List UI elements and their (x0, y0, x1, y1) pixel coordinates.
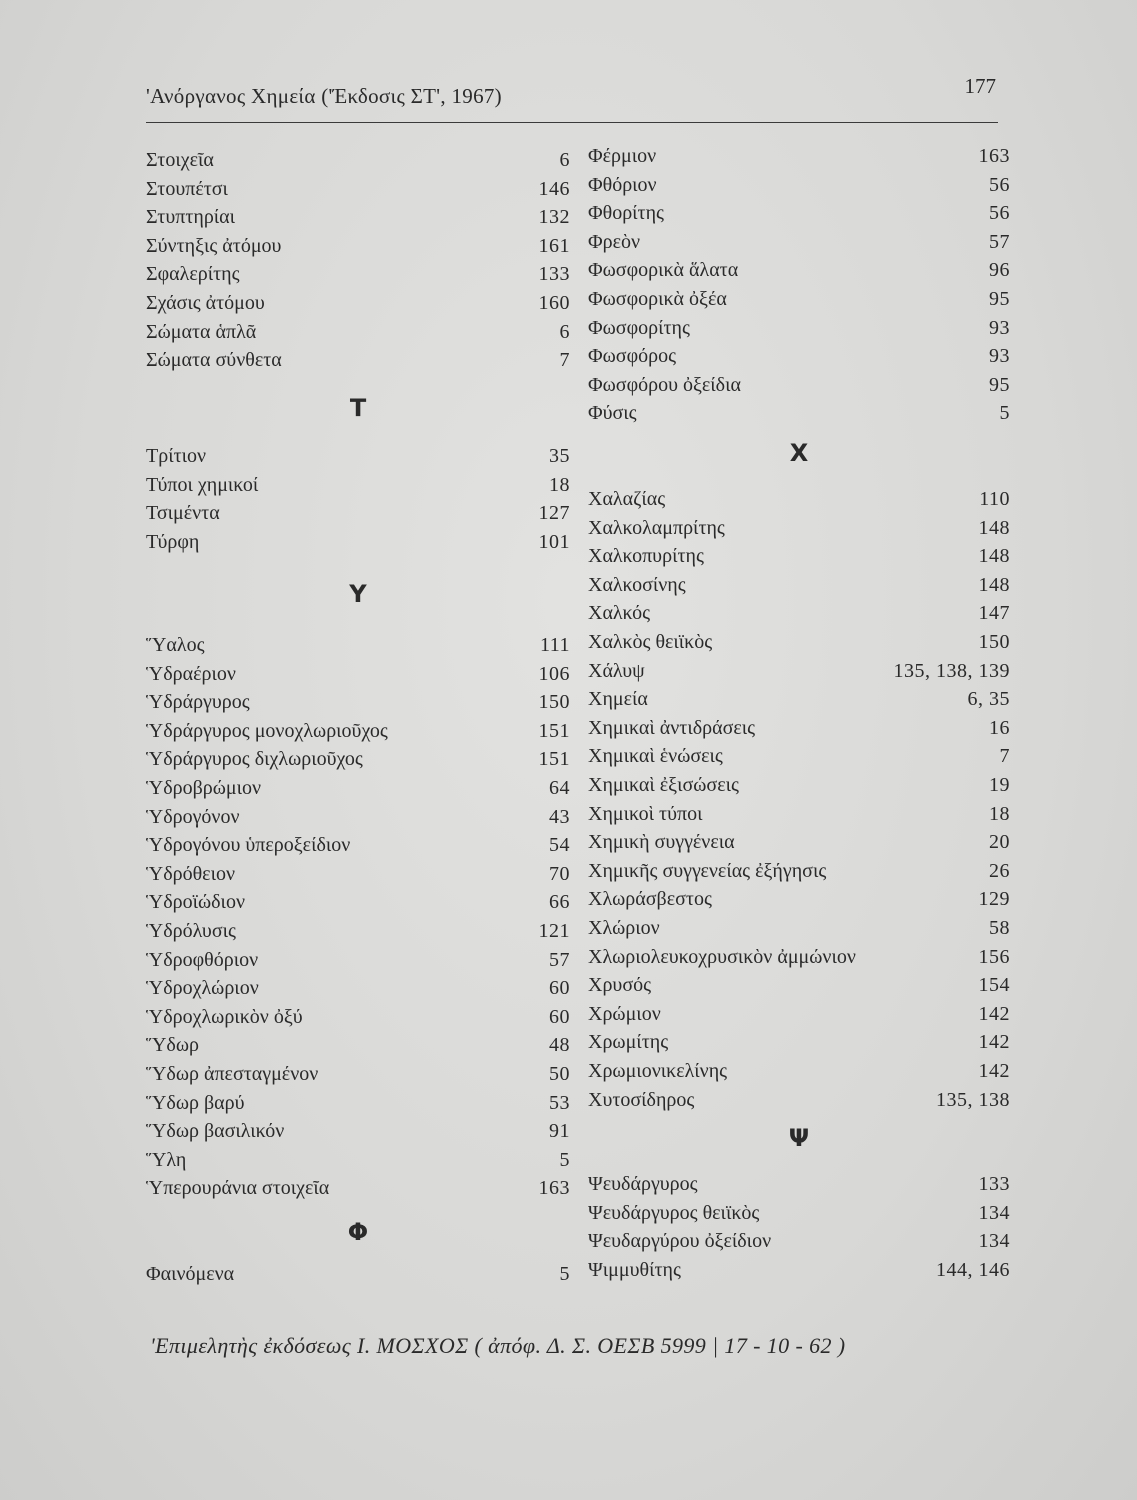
index-page-ref: 56 (989, 202, 1010, 225)
index-term: Φύσις (588, 402, 637, 425)
index-entry (146, 1060, 570, 1088)
index-term: Σύντηξις ἀτόμου (146, 234, 282, 257)
index-term: Χημικαὶ ἑνώσεις (588, 745, 723, 768)
index-page-ref: 133 (538, 263, 570, 286)
index-page-ref: 148 (978, 516, 1010, 539)
index-term: Χημικαὶ ἀντιδράσεις (588, 716, 756, 739)
index-entry (588, 1256, 1010, 1284)
index-page-ref: 135, 138 (936, 1088, 1010, 1111)
index-entry (146, 318, 570, 346)
index-term: Ὑπερουράνια στοιχεῖα (146, 1177, 330, 1200)
index-page-ref: 6 (559, 320, 570, 343)
index-term: Ὑδρόλυσις (146, 920, 236, 942)
index-page-ref: 127 (538, 502, 570, 525)
index-entry (146, 631, 570, 659)
index-page-ref: 110 (979, 488, 1010, 510)
index-page-ref: 20 (989, 831, 1010, 854)
index-entry (588, 914, 1010, 942)
index-term: Φθορίτης (588, 202, 664, 225)
index-term: Σώματα ἁπλᾶ (146, 320, 257, 343)
index-term: Χρωμιονικελίνης (588, 1060, 728, 1082)
index-page-ref: 5 (559, 1263, 570, 1285)
index-term: Χαλαζίας (588, 488, 666, 510)
index-term: Σώματα σύνθετα (146, 349, 282, 372)
index-page-ref: 50 (549, 1063, 570, 1085)
index-page-ref: 64 (549, 777, 570, 799)
index-page-ref: 133 (978, 1173, 1010, 1195)
index-entry (146, 346, 570, 374)
index-entry (146, 175, 570, 203)
index-entry (146, 442, 570, 470)
section-letter-f: Φ (347, 1218, 369, 1246)
index-page-ref: 134 (978, 1201, 1010, 1224)
index-term: Χημικῆς συγγενείας ἐξήγησις (588, 859, 827, 882)
index-entry (588, 599, 1010, 627)
index-entry (588, 714, 1010, 742)
index-term: Φωσφορικὰ ὀξέα (588, 288, 727, 310)
index-page-ref: 43 (549, 805, 570, 828)
index-entry (146, 289, 570, 317)
index-term: Ὑδροϊώδιον (146, 891, 245, 914)
index-entry (146, 660, 570, 688)
index-page-ref: 132 (538, 206, 570, 229)
page-number: 177 (964, 74, 996, 98)
index-term: Φρεὸν (588, 230, 641, 253)
index-entry (588, 1227, 1010, 1255)
index-page-ref: 58 (989, 917, 1010, 939)
index-page-ref: 142 (978, 1002, 1010, 1025)
index-term: Ὑδράργυρος (146, 691, 250, 714)
index-entry (146, 888, 570, 916)
index-entry (146, 146, 570, 174)
index-entry (146, 831, 570, 859)
index-term: Ψευδαργύρου ὀξείδιον (588, 1230, 772, 1253)
index-entry (146, 1031, 570, 1059)
index-page-ref: 57 (549, 948, 570, 971)
index-term: Ὕδωρ (146, 1034, 199, 1057)
index-entry (588, 1057, 1010, 1085)
index-term: Χυτοσίδηρος (588, 1088, 695, 1111)
index-page-ref: 134 (978, 1230, 1010, 1253)
index-term: Ὑδροβρώμιον (146, 777, 262, 799)
index-term: Τρίτιον (146, 445, 207, 467)
index-entry (588, 514, 1010, 542)
index-page-ref: 54 (549, 834, 570, 857)
index-term: Χημικαὶ ἐξισώσεις (588, 774, 739, 796)
index-term: Φωσφορικὰ ἅλατα (588, 259, 739, 282)
index-term: Ὕδωρ βασιλικόν (146, 1120, 285, 1143)
index-term: Χλωριολευκοχρυσικὸν ἀμμώνιον (588, 945, 856, 968)
index-page-ref: 5 (999, 402, 1010, 425)
index-page-ref: 48 (549, 1034, 570, 1057)
index-term: Τύποι χημικοί (146, 473, 259, 496)
index-term: Τσιμέντα (146, 502, 220, 525)
index-term: Ψευδάργυρος θειϊκὸς (588, 1201, 760, 1224)
index-entry (588, 542, 1010, 570)
index-entry (146, 1117, 570, 1145)
index-term: Σφαλερίτης (146, 263, 240, 286)
index-entry (146, 803, 570, 831)
index-term: Στοιχεῖα (146, 149, 214, 171)
index-page-ref: 91 (549, 1120, 570, 1143)
index-term: Τύρφη (146, 530, 200, 553)
index-page-ref: 146 (538, 177, 570, 200)
index-entry (588, 171, 1010, 199)
index-term: Στουπέτσι (146, 177, 228, 200)
index-entry (146, 974, 570, 1002)
index-page-ref: 70 (549, 862, 570, 885)
index-page-ref: 6 (559, 149, 570, 171)
index-entry (146, 946, 570, 974)
index-page-ref: 142 (978, 1031, 1010, 1054)
index-page-ref: 156 (978, 945, 1010, 968)
index-entry (146, 203, 570, 231)
index-entry (146, 1089, 570, 1117)
index-page-ref: 56 (989, 173, 1010, 196)
index-entry (146, 471, 570, 499)
index-term: Χάλυψ (588, 659, 645, 682)
index-term: Ὑδροχλωρικὸν ὀξύ (146, 1005, 303, 1028)
index-entry (588, 142, 1010, 170)
index-page-ref: 161 (538, 234, 570, 257)
index-page-ref: 57 (989, 230, 1010, 253)
index-entry (146, 1174, 570, 1202)
index-entry (588, 742, 1010, 770)
index-term: Χημικοὶ τύποι (588, 802, 703, 825)
index-page-ref: 154 (978, 974, 1010, 997)
index-term: Στυπτηρίαι (146, 206, 236, 229)
index-term: Ψιμμυθίτης (588, 1258, 681, 1281)
index-term: Χλωράσβεστος (588, 888, 712, 911)
index-page-ref: 95 (989, 288, 1010, 310)
index-term: Ὕδωρ βαρύ (146, 1091, 245, 1114)
index-entry (588, 1199, 1010, 1227)
index-entry (588, 971, 1010, 999)
index-entry (588, 371, 1010, 399)
index-page-ref: 121 (538, 920, 570, 942)
index-term: Ὑδραέριον (146, 662, 236, 685)
index-term: Ὕαλος (146, 634, 205, 656)
index-entry (588, 485, 1010, 513)
index-page-ref: 19 (989, 774, 1010, 796)
index-entry (146, 499, 570, 527)
index-page-ref: 151 (538, 748, 570, 771)
index-entry (146, 1146, 570, 1174)
index-page-ref: 16 (989, 716, 1010, 739)
book-title: 'Ανόργανος Χημεία ('Έκδοσις ΣΤ', 1967) (146, 84, 502, 108)
index-page-ref: 106 (538, 662, 570, 685)
index-page-ref: 95 (989, 373, 1010, 396)
index-entry (588, 399, 1010, 427)
index-page-ref: 18 (989, 802, 1010, 825)
index-entry (146, 528, 570, 556)
index-page-ref: 111 (539, 634, 570, 656)
index-page-ref: 163 (538, 1177, 570, 1200)
index-term: Φέρμιον (588, 145, 657, 167)
index-page-ref: 96 (989, 259, 1010, 282)
index-term: Σχάσις ἀτόμου (146, 292, 265, 314)
index-page-ref: 135, 138, 139 (893, 659, 1010, 682)
section-letter-ps: Ψ (788, 1124, 810, 1152)
index-entry (588, 628, 1010, 656)
index-term: Φωσφόρου ὀξείδια (588, 373, 741, 396)
index-term: Ὑδράργυρος μονοχλωριοῦχος (146, 719, 388, 742)
index-page-ref: 60 (549, 977, 570, 1000)
index-entry (588, 685, 1010, 713)
index-page-ref: 66 (549, 891, 570, 914)
index-page-ref: 150 (538, 691, 570, 714)
index-term: Χρυσός (588, 974, 652, 997)
index-page-ref: 5 (559, 1148, 570, 1171)
index-term: Χρώμιον (588, 1002, 661, 1025)
index-term: Ὕλη (146, 1148, 187, 1171)
index-page-ref: 150 (978, 631, 1010, 653)
index-entry (588, 885, 1010, 913)
index-term: Χαλκὸς θειϊκὸς (588, 631, 713, 653)
index-entry (588, 1170, 1010, 1198)
index-page-ref: 160 (538, 292, 570, 314)
index-page-ref: 93 (989, 316, 1010, 339)
index-entry (146, 260, 570, 288)
index-entry (588, 314, 1010, 342)
index-page-ref: 147 (978, 602, 1010, 625)
index-term: Ὑδρογόνου ὑπεροξείδιον (146, 834, 351, 857)
index-entry (588, 800, 1010, 828)
index-page-ref: 148 (978, 545, 1010, 568)
index-term: Χαλκοσίνης (588, 573, 686, 596)
index-entry (588, 1000, 1010, 1028)
index-entry (588, 285, 1010, 313)
index-page-ref: 151 (538, 719, 570, 742)
index-page-ref: 18 (549, 473, 570, 496)
section-letter-t: Τ (349, 394, 367, 422)
section-letter-x: Χ (789, 439, 809, 467)
index-entry (588, 199, 1010, 227)
index-page-ref: 6, 35 (967, 688, 1010, 711)
index-page-ref: 129 (978, 888, 1010, 911)
index-page-ref: 7 (559, 349, 570, 372)
index-page-ref: 101 (538, 530, 570, 553)
index-entry (588, 828, 1010, 856)
index-entry (588, 256, 1010, 284)
index-page-ref: 60 (549, 1005, 570, 1028)
index-entry (146, 688, 570, 716)
index-page-ref: 144, 146 (936, 1258, 1010, 1281)
index-term: Χαλκοπυρίτης (588, 545, 704, 568)
index-term: Φθόριον (588, 173, 657, 196)
index-page-ref: 53 (549, 1091, 570, 1114)
index-page-ref: 93 (989, 345, 1010, 368)
index-entry (588, 943, 1010, 971)
index-page-ref: 35 (549, 445, 570, 467)
index-entry (146, 917, 570, 945)
index-term: Χημεία (588, 688, 648, 711)
index-entry (588, 1086, 1010, 1114)
index-entry (588, 342, 1010, 370)
index-entry (588, 228, 1010, 256)
index-term: Ὑδροχλώριον (146, 977, 259, 1000)
index-entry (588, 571, 1010, 599)
index-page-ref: 26 (989, 859, 1010, 882)
index-entry (588, 1028, 1010, 1056)
page-header (146, 74, 998, 123)
index-term: Φαινόμενα (146, 1263, 235, 1285)
index-entry (146, 232, 570, 260)
index-entry (146, 717, 570, 745)
index-term: Φωσφόρος (588, 345, 677, 368)
index-entry (146, 1260, 570, 1288)
index-page-ref: 7 (999, 745, 1010, 768)
index-term: Χαλκός (588, 602, 651, 625)
index-entry (146, 1003, 570, 1031)
index-term: Ὑδρόθειον (146, 862, 235, 885)
index-term: Χαλκολαμπρίτης (588, 516, 725, 539)
index-entry (588, 857, 1010, 885)
index-term: Φωσφορίτης (588, 316, 690, 339)
index-entry (146, 745, 570, 773)
index-entry (146, 860, 570, 888)
index-page-ref: 142 (978, 1060, 1010, 1082)
index-term: Ψευδάργυρος (588, 1173, 698, 1195)
index-term: Χρωμίτης (588, 1031, 669, 1054)
index-entry (146, 774, 570, 802)
index-term: Ὑδροφθόριον (146, 948, 259, 971)
publisher-footer: 'Επιμελητὴς ἐκδόσεως Ι. ΜΟΣΧΟΣ ( ἀπόφ. Δ. Σ. ΟΕΣΒ 5999 | 17 - 10 - 62 ) (150, 1333, 846, 1358)
index-page-ref: 148 (978, 573, 1010, 596)
index-term: Ὑδράργυρος διχλωριοῦχος (146, 748, 363, 771)
index-term: Χλώριον (588, 917, 660, 939)
index-entry (588, 771, 1010, 799)
index-term: Χημικὴ συγγένεια (588, 831, 735, 854)
index-term: Ὑδρογόνον (146, 805, 240, 828)
index-term: Ὕδωρ ἀπεσταγμένον (146, 1063, 319, 1085)
index-page-ref: 163 (978, 145, 1010, 167)
index-entry (588, 657, 1010, 685)
section-letter-y: Υ (349, 580, 367, 608)
